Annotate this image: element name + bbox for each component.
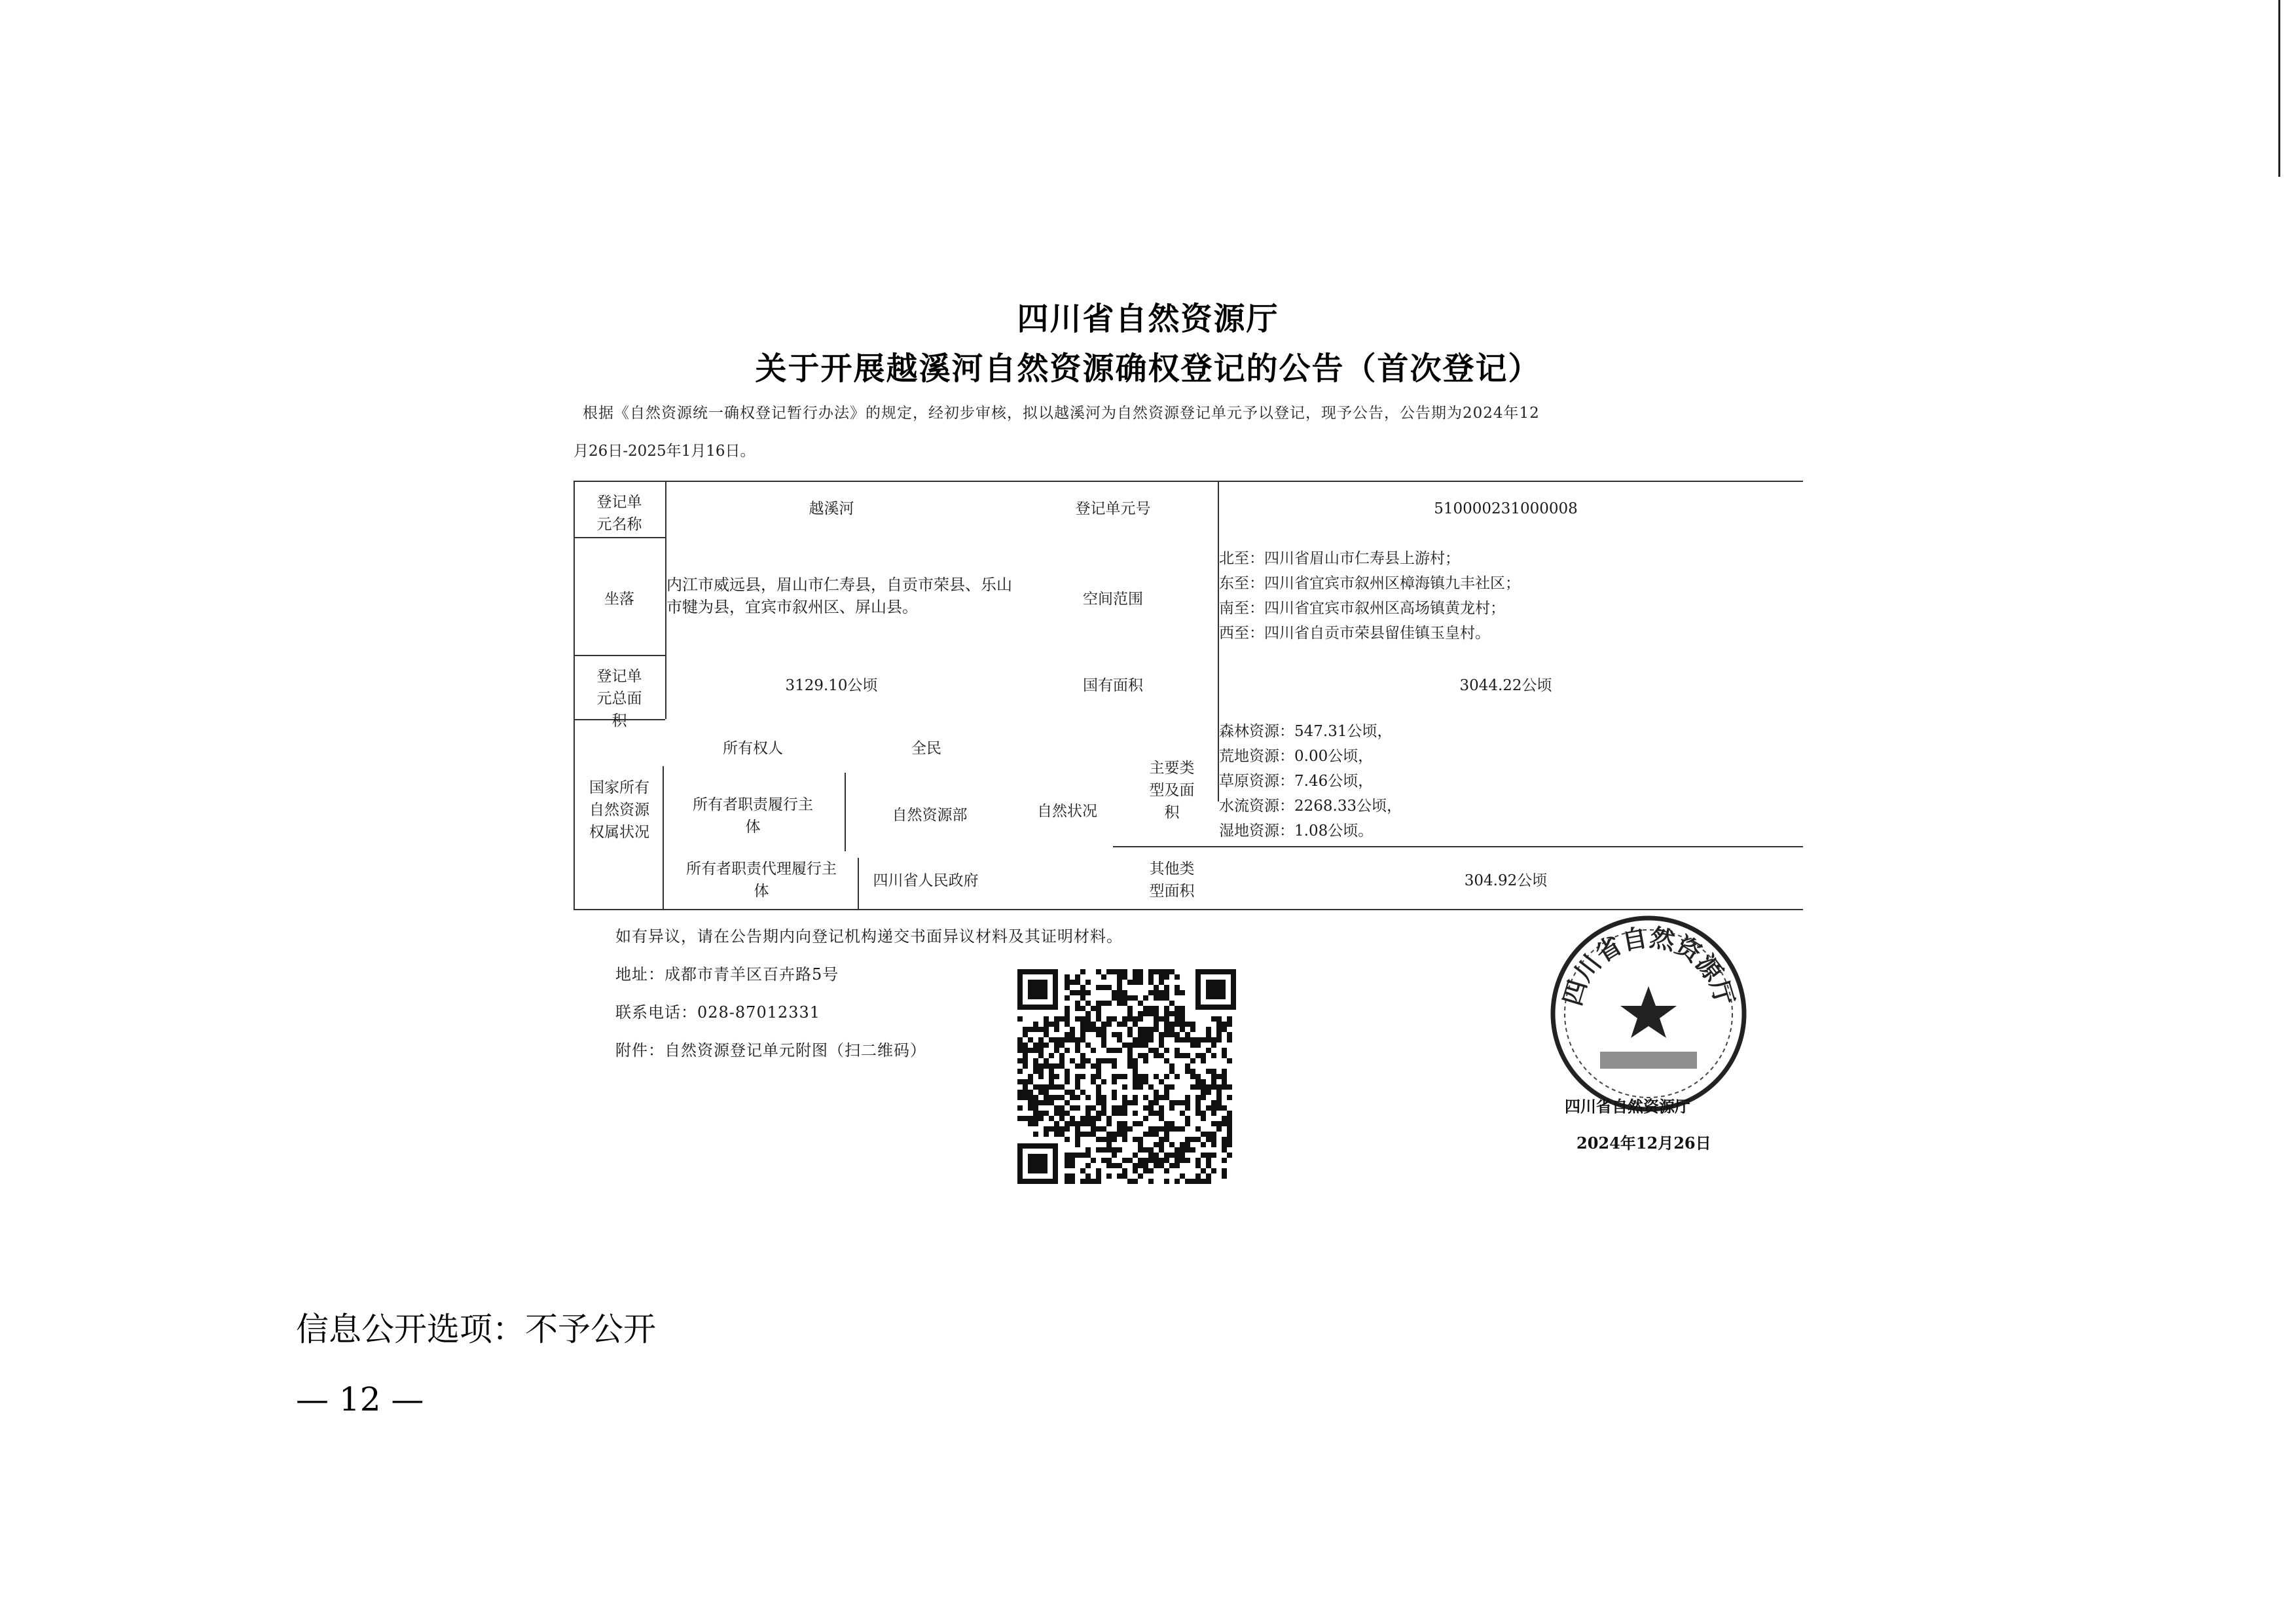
- unit-name-label: 登记单元名称: [596, 494, 642, 533]
- table-line-location: [574, 655, 665, 656]
- address-line: 地址：成都市青羊区百卉路5号: [615, 965, 839, 984]
- unit-name-value: 越溪河: [809, 500, 854, 517]
- location-value: 内江市威远县，眉山市仁寿县，自贡市荣县、乐山市犍为县，宜宾市叙州区、屏山县。: [666, 576, 1012, 616]
- seal-star-icon: [1620, 986, 1677, 1038]
- table-top-line: [574, 481, 1803, 482]
- forest-area: 森林资源：547.31公顷，: [1219, 723, 1393, 740]
- issuer-name: 四川省自然资源厅: [1565, 1097, 1690, 1116]
- total-area-value: 3129.10公顷: [785, 677, 878, 694]
- ownership-label: 国家所有自然资源权属状况: [589, 779, 649, 841]
- grassland-area: 草原资源：7.46公顷，: [1219, 773, 1374, 790]
- agent-label: 所有者职责代理履行主体: [686, 860, 837, 900]
- disclosure-option: 信息公开选项：不予公开: [296, 1310, 656, 1348]
- table-line-unit-name: [574, 537, 665, 538]
- intro-line2: 月26日-2025年1月16日。: [574, 443, 756, 460]
- wasteland-area: 荒地资源：0.00公顷，: [1219, 748, 1374, 765]
- table-line-natural-status: [1113, 846, 1803, 847]
- wetland-area: 湿地资源：1.08公顷。: [1219, 822, 1374, 840]
- other-type-label: 其他类型面积: [1149, 860, 1195, 900]
- table-duty-divider: [845, 773, 846, 851]
- water-area: 水流资源：2268.33公顷，: [1219, 798, 1402, 815]
- other-type-value: 304.92公顷: [1464, 872, 1548, 889]
- spatial-west: 西至：四川省自贡市荣县留佳镇玉皇村。: [1219, 625, 1490, 642]
- unit-no-label: 登记单元号: [1075, 500, 1151, 517]
- scan-edge-line: [2278, 0, 2280, 177]
- seal-ring-text: 四川省自然资源厅: [1557, 922, 1740, 1009]
- owner-value: 全民: [911, 740, 941, 757]
- natural-status-label: 自然状况: [1037, 803, 1097, 820]
- state-area-label: 国有面积: [1083, 677, 1143, 694]
- owner-label: 所有权人: [723, 740, 783, 757]
- issue-date: 2024年12月26日: [1576, 1134, 1711, 1153]
- total-area-label: 登记单元总面积: [596, 668, 642, 729]
- qr-code: [1013, 965, 1240, 1188]
- objection-note: 如有异议，请在公告期内向登记机构递交书面异议材料及其证明材料。: [615, 927, 1123, 946]
- spatial-south: 南至：四川省宜宾市叙州区高场镇黄龙村；: [1219, 600, 1505, 617]
- location-label: 坐落: [604, 591, 634, 608]
- attachment-line: 附件：自然资源登记单元附图（扫二维码）: [615, 1041, 926, 1060]
- phone-line: 联系电话：028-87012331: [615, 1003, 821, 1022]
- notice-title-line2: 关于开展越溪河自然资源确权登记的公告（首次登记）: [755, 350, 1541, 387]
- main-type-label: 主要类型及面积: [1149, 760, 1195, 821]
- official-seal: [1544, 909, 1753, 1118]
- state-area-value: 3044.22公顷: [1459, 677, 1552, 694]
- notice-title-line1: 四川省自然资源厅: [1017, 301, 1279, 337]
- duty-label: 所有者职责履行主体: [693, 796, 813, 836]
- page-number: — 12 —: [296, 1380, 424, 1418]
- spatial-north: 北至：四川省眉山市仁寿县上游村；: [1219, 550, 1460, 567]
- spatial-label: 空间范围: [1083, 591, 1143, 608]
- table-agent-divider: [858, 858, 859, 909]
- intro-line1: 根据《自然资源统一确权登记暂行办法》的规定，经初步审核，拟以越溪河为自然资源登记单元予以登记，现予公告，公告期为2024年12: [583, 405, 1540, 422]
- agent-value: 四川省人民政府: [873, 872, 979, 889]
- unit-no-value: 510000231000008: [1434, 500, 1578, 517]
- spatial-east: 东至：四川省宜宾市叙州区樟海镇九丰社区；: [1219, 575, 1520, 592]
- duty-value: 自然资源部: [892, 807, 968, 824]
